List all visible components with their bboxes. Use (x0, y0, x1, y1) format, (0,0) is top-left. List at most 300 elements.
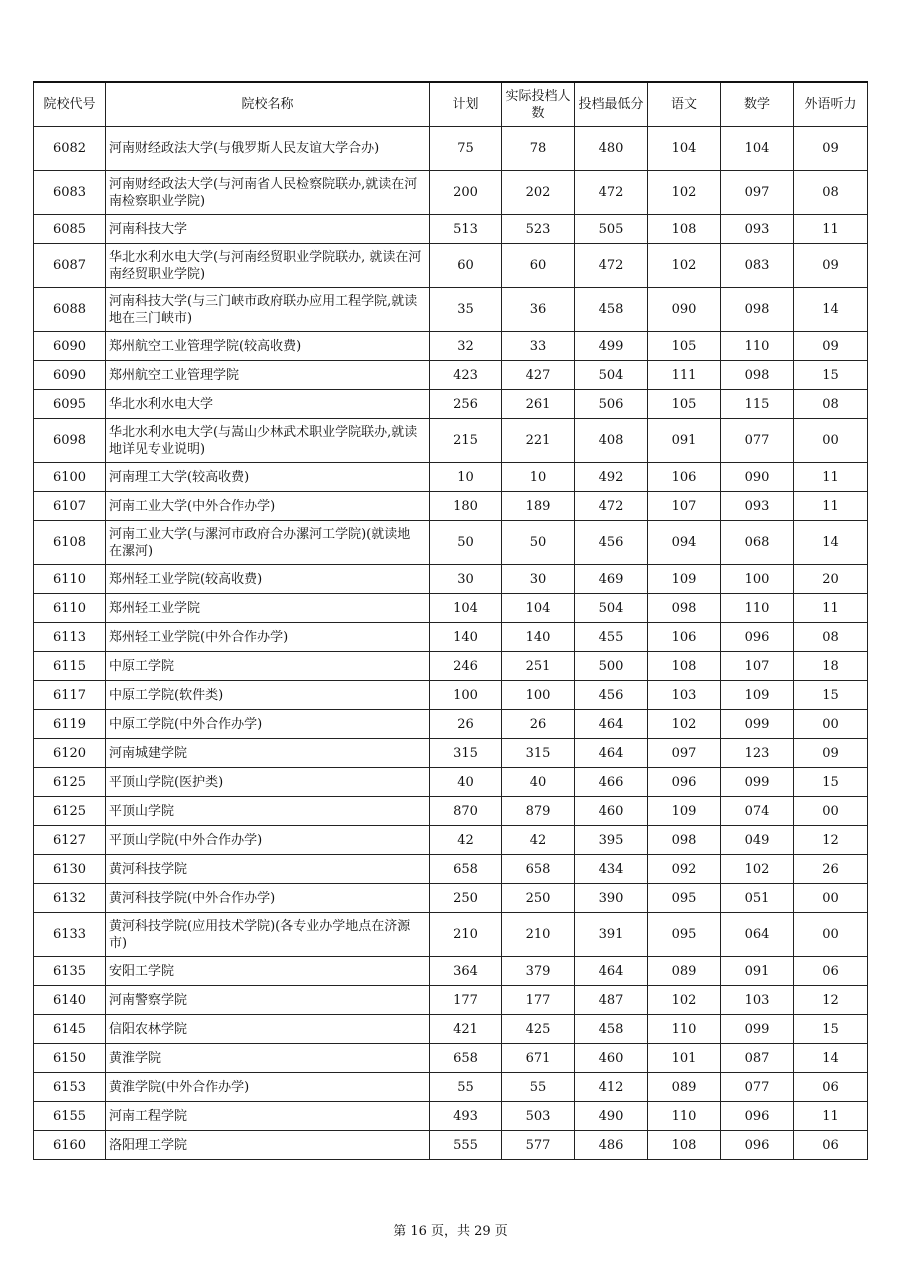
cell-actual: 50 (502, 521, 575, 565)
cell-min-score: 472 (575, 171, 648, 215)
cell-listening: 11 (794, 492, 868, 521)
cell-chinese: 102 (648, 710, 721, 739)
cell-listening: 15 (794, 768, 868, 797)
cell-min-score: 506 (575, 390, 648, 419)
cell-actual: 30 (502, 565, 575, 594)
cell-plan: 32 (430, 332, 502, 361)
cell-chinese: 108 (648, 215, 721, 244)
cell-min-score: 434 (575, 855, 648, 884)
cell-listening: 12 (794, 986, 868, 1015)
cell-chinese: 098 (648, 826, 721, 855)
cell-listening: 00 (794, 419, 868, 463)
cell-plan: 40 (430, 768, 502, 797)
cell-code: 6135 (34, 957, 106, 986)
cell-actual: 104 (502, 594, 575, 623)
cell-math: 087 (721, 1044, 794, 1073)
cell-min-score: 492 (575, 463, 648, 492)
cell-plan: 493 (430, 1102, 502, 1131)
cell-listening: 00 (794, 884, 868, 913)
cell-listening: 08 (794, 390, 868, 419)
cell-code: 6085 (34, 215, 106, 244)
cell-chinese: 102 (648, 986, 721, 1015)
cell-actual: 577 (502, 1131, 575, 1160)
cell-chinese: 089 (648, 1073, 721, 1102)
table-row (34, 710, 868, 739)
table-row (34, 913, 868, 957)
cell-math: 115 (721, 390, 794, 419)
cell-min-score: 464 (575, 957, 648, 986)
cell-listening: 14 (794, 521, 868, 565)
cell-actual: 189 (502, 492, 575, 521)
cell-name: 黄河科技学院(中外合作办学) (106, 884, 430, 913)
cell-code: 6110 (34, 594, 106, 623)
cell-plan: 140 (430, 623, 502, 652)
cell-code: 6133 (34, 913, 106, 957)
cell-plan: 246 (430, 652, 502, 681)
cell-code: 6160 (34, 1131, 106, 1160)
cell-code: 6098 (34, 419, 106, 463)
header-plan: 计划 (430, 82, 502, 127)
cell-code: 6130 (34, 855, 106, 884)
cell-actual: 379 (502, 957, 575, 986)
cell-math: 077 (721, 419, 794, 463)
cell-chinese: 108 (648, 1131, 721, 1160)
table-row (34, 884, 868, 913)
cell-chinese: 109 (648, 797, 721, 826)
cell-name: 河南警察学院 (106, 986, 430, 1015)
table-row (34, 361, 868, 390)
cell-min-score: 504 (575, 361, 648, 390)
cell-listening: 06 (794, 957, 868, 986)
cell-name: 中原工学院 (106, 652, 430, 681)
table-header (34, 82, 868, 127)
cell-min-score: 469 (575, 565, 648, 594)
cell-listening: 00 (794, 913, 868, 957)
cell-actual: 42 (502, 826, 575, 855)
cell-listening: 15 (794, 681, 868, 710)
cell-name: 郑州航空工业管理学院(较高收费) (106, 332, 430, 361)
cell-listening: 11 (794, 1102, 868, 1131)
cell-plan: 423 (430, 361, 502, 390)
cell-chinese: 092 (648, 855, 721, 884)
cell-name: 郑州航空工业管理学院 (106, 361, 430, 390)
cell-chinese: 101 (648, 1044, 721, 1073)
cell-listening: 09 (794, 127, 868, 171)
cell-listening: 09 (794, 332, 868, 361)
cell-name: 河南城建学院 (106, 739, 430, 768)
cell-plan: 658 (430, 855, 502, 884)
cell-min-score: 456 (575, 681, 648, 710)
table-row (34, 127, 868, 171)
cell-code: 6090 (34, 332, 106, 361)
cell-plan: 30 (430, 565, 502, 594)
cell-min-score: 408 (575, 419, 648, 463)
cell-name: 黄淮学院(中外合作办学) (106, 1073, 430, 1102)
cell-chinese: 108 (648, 652, 721, 681)
cell-code: 6088 (34, 288, 106, 332)
header-actual: 实际投档人数 (502, 82, 575, 127)
cell-min-score: 458 (575, 288, 648, 332)
table-row (34, 768, 868, 797)
cell-math: 074 (721, 797, 794, 826)
cell-plan: 250 (430, 884, 502, 913)
cell-listening: 06 (794, 1073, 868, 1102)
table-row (34, 332, 868, 361)
cell-min-score: 460 (575, 797, 648, 826)
cell-math: 093 (721, 492, 794, 521)
cell-name: 洛阳理工学院 (106, 1131, 430, 1160)
cell-name: 河南科技大学(与三门峡市政府联办应用工程学院,就读地在三门峡市) (106, 288, 430, 332)
cell-name: 河南工程学院 (106, 1102, 430, 1131)
cell-name: 河南财经政法大学(与俄罗斯人民友谊大学合办) (106, 127, 430, 171)
table-body (34, 127, 868, 1160)
cell-min-score: 458 (575, 1015, 648, 1044)
cell-chinese: 105 (648, 390, 721, 419)
cell-plan: 75 (430, 127, 502, 171)
cell-code: 6115 (34, 652, 106, 681)
table-row (34, 1073, 868, 1102)
cell-math: 096 (721, 1102, 794, 1131)
cell-actual: 221 (502, 419, 575, 463)
cell-actual: 210 (502, 913, 575, 957)
cell-math: 099 (721, 710, 794, 739)
cell-name: 河南财经政法大学(与河南省人民检察院联办,就读在河南检察职业学院) (106, 171, 430, 215)
cell-chinese: 110 (648, 1015, 721, 1044)
cell-min-score: 464 (575, 739, 648, 768)
cell-math: 096 (721, 623, 794, 652)
cell-actual: 140 (502, 623, 575, 652)
cell-min-score: 500 (575, 652, 648, 681)
cell-math: 102 (721, 855, 794, 884)
table-row (34, 171, 868, 215)
table-row (34, 390, 868, 419)
cell-min-score: 504 (575, 594, 648, 623)
cell-math: 051 (721, 884, 794, 913)
cell-chinese: 095 (648, 913, 721, 957)
table-row (34, 1015, 868, 1044)
header-code: 院校代号 (34, 82, 106, 127)
cell-code: 6120 (34, 739, 106, 768)
cell-min-score: 480 (575, 127, 648, 171)
cell-name: 平顶山学院(医护类) (106, 768, 430, 797)
cell-listening: 15 (794, 361, 868, 390)
cell-min-score: 395 (575, 826, 648, 855)
admissions-table (33, 81, 868, 1160)
cell-min-score: 490 (575, 1102, 648, 1131)
cell-math: 091 (721, 957, 794, 986)
cell-code: 6125 (34, 768, 106, 797)
cell-actual: 315 (502, 739, 575, 768)
cell-min-score: 487 (575, 986, 648, 1015)
cell-name: 华北水利水电大学(与嵩山少林武术职业学院联办,就读地详见专业说明) (106, 419, 430, 463)
table-row (34, 826, 868, 855)
table-row (34, 521, 868, 565)
cell-math: 110 (721, 332, 794, 361)
cell-plan: 35 (430, 288, 502, 332)
cell-name: 中原工学院(软件类) (106, 681, 430, 710)
cell-math: 093 (721, 215, 794, 244)
cell-actual: 60 (502, 244, 575, 288)
cell-listening: 11 (794, 463, 868, 492)
cell-code: 6090 (34, 361, 106, 390)
cell-math: 068 (721, 521, 794, 565)
table-row (34, 681, 868, 710)
cell-math: 099 (721, 1015, 794, 1044)
cell-code: 6107 (34, 492, 106, 521)
cell-actual: 879 (502, 797, 575, 826)
cell-name: 河南科技大学 (106, 215, 430, 244)
cell-plan: 315 (430, 739, 502, 768)
cell-actual: 250 (502, 884, 575, 913)
cell-min-score: 464 (575, 710, 648, 739)
cell-min-score: 456 (575, 521, 648, 565)
page-footer: 第 16 页，共 29 页 (393, 1224, 508, 1239)
cell-min-score: 505 (575, 215, 648, 244)
header-math: 数学 (721, 82, 794, 127)
cell-listening: 08 (794, 171, 868, 215)
cell-name: 郑州轻工业学院(较高收费) (106, 565, 430, 594)
cell-chinese: 089 (648, 957, 721, 986)
cell-actual: 10 (502, 463, 575, 492)
cell-code: 6150 (34, 1044, 106, 1073)
header-min-score: 投档最低分 (575, 82, 648, 127)
cell-actual: 36 (502, 288, 575, 332)
cell-min-score: 412 (575, 1073, 648, 1102)
cell-plan: 50 (430, 521, 502, 565)
cell-min-score: 486 (575, 1131, 648, 1160)
cell-plan: 42 (430, 826, 502, 855)
cell-plan: 210 (430, 913, 502, 957)
table-row (34, 1102, 868, 1131)
cell-chinese: 107 (648, 492, 721, 521)
cell-name: 黄河科技学院(应用技术学院)(各专业办学地点在济源市) (106, 913, 430, 957)
cell-listening: 12 (794, 826, 868, 855)
cell-name: 郑州轻工业学院 (106, 594, 430, 623)
header-chinese: 语文 (648, 82, 721, 127)
cell-min-score: 499 (575, 332, 648, 361)
table-row (34, 594, 868, 623)
table-row (34, 1131, 868, 1160)
cell-listening: 20 (794, 565, 868, 594)
cell-chinese: 090 (648, 288, 721, 332)
cell-code: 6117 (34, 681, 106, 710)
cell-plan: 10 (430, 463, 502, 492)
cell-min-score: 455 (575, 623, 648, 652)
cell-min-score: 472 (575, 244, 648, 288)
cell-plan: 200 (430, 171, 502, 215)
header-listening: 外语听力 (794, 82, 868, 127)
cell-actual: 78 (502, 127, 575, 171)
cell-math: 064 (721, 913, 794, 957)
cell-actual: 425 (502, 1015, 575, 1044)
cell-math: 100 (721, 565, 794, 594)
cell-plan: 177 (430, 986, 502, 1015)
cell-plan: 364 (430, 957, 502, 986)
table-row (34, 986, 868, 1015)
cell-chinese: 111 (648, 361, 721, 390)
cell-name: 华北水利水电大学(与河南经贸职业学院联办, 就读在河南经贸职业学院) (106, 244, 430, 288)
cell-listening: 00 (794, 710, 868, 739)
cell-plan: 870 (430, 797, 502, 826)
cell-plan: 256 (430, 390, 502, 419)
cell-math: 098 (721, 361, 794, 390)
cell-math: 107 (721, 652, 794, 681)
cell-actual: 40 (502, 768, 575, 797)
cell-chinese: 106 (648, 623, 721, 652)
cell-listening: 26 (794, 855, 868, 884)
cell-code: 6132 (34, 884, 106, 913)
cell-name: 平顶山学院 (106, 797, 430, 826)
cell-name: 信阳农林学院 (106, 1015, 430, 1044)
cell-actual: 427 (502, 361, 575, 390)
cell-math: 083 (721, 244, 794, 288)
cell-actual: 523 (502, 215, 575, 244)
cell-listening: 06 (794, 1131, 868, 1160)
cell-actual: 55 (502, 1073, 575, 1102)
cell-math: 096 (721, 1131, 794, 1160)
cell-plan: 26 (430, 710, 502, 739)
cell-math: 099 (721, 768, 794, 797)
header-name: 院校名称 (106, 82, 430, 127)
cell-listening: 09 (794, 244, 868, 288)
cell-chinese: 110 (648, 1102, 721, 1131)
cell-math: 077 (721, 1073, 794, 1102)
cell-name: 河南理工大学(较高收费) (106, 463, 430, 492)
cell-math: 090 (721, 463, 794, 492)
cell-listening: 14 (794, 1044, 868, 1073)
cell-min-score: 390 (575, 884, 648, 913)
cell-listening: 08 (794, 623, 868, 652)
cell-plan: 658 (430, 1044, 502, 1073)
table-row (34, 1044, 868, 1073)
cell-actual: 100 (502, 681, 575, 710)
cell-plan: 100 (430, 681, 502, 710)
cell-actual: 177 (502, 986, 575, 1015)
cell-chinese: 106 (648, 463, 721, 492)
cell-code: 6155 (34, 1102, 106, 1131)
cell-actual: 202 (502, 171, 575, 215)
table-row (34, 739, 868, 768)
table-row (34, 797, 868, 826)
cell-chinese: 105 (648, 332, 721, 361)
cell-min-score: 391 (575, 913, 648, 957)
cell-plan: 180 (430, 492, 502, 521)
cell-listening: 14 (794, 288, 868, 332)
cell-chinese: 094 (648, 521, 721, 565)
cell-listening: 15 (794, 1015, 868, 1044)
cell-code: 6127 (34, 826, 106, 855)
cell-code: 6153 (34, 1073, 106, 1102)
table-row (34, 623, 868, 652)
cell-min-score: 466 (575, 768, 648, 797)
table-row (34, 244, 868, 288)
cell-code: 6100 (34, 463, 106, 492)
cell-math: 110 (721, 594, 794, 623)
cell-min-score: 460 (575, 1044, 648, 1073)
cell-chinese: 102 (648, 244, 721, 288)
cell-code: 6083 (34, 171, 106, 215)
cell-math: 103 (721, 986, 794, 1015)
cell-plan: 104 (430, 594, 502, 623)
cell-chinese: 102 (648, 171, 721, 215)
cell-min-score: 472 (575, 492, 648, 521)
table-row (34, 463, 868, 492)
cell-code: 6110 (34, 565, 106, 594)
cell-math: 123 (721, 739, 794, 768)
cell-chinese: 109 (648, 565, 721, 594)
table-row (34, 492, 868, 521)
cell-code: 6113 (34, 623, 106, 652)
cell-name: 黄河科技学院 (106, 855, 430, 884)
cell-code: 6125 (34, 797, 106, 826)
cell-name: 河南工业大学(中外合作办学) (106, 492, 430, 521)
table-row (34, 652, 868, 681)
cell-plan: 513 (430, 215, 502, 244)
cell-name: 安阳工学院 (106, 957, 430, 986)
cell-code: 6119 (34, 710, 106, 739)
table-row (34, 215, 868, 244)
cell-actual: 261 (502, 390, 575, 419)
cell-name: 河南工业大学(与漯河市政府合办漯河工学院)(就读地在漯河) (106, 521, 430, 565)
cell-chinese: 098 (648, 594, 721, 623)
table-row (34, 419, 868, 463)
cell-actual: 658 (502, 855, 575, 884)
cell-plan: 421 (430, 1015, 502, 1044)
cell-math: 109 (721, 681, 794, 710)
cell-math: 097 (721, 171, 794, 215)
cell-chinese: 091 (648, 419, 721, 463)
cell-plan: 55 (430, 1073, 502, 1102)
cell-name: 黄淮学院 (106, 1044, 430, 1073)
cell-listening: 11 (794, 594, 868, 623)
cell-actual: 503 (502, 1102, 575, 1131)
cell-code: 6087 (34, 244, 106, 288)
cell-code: 6108 (34, 521, 106, 565)
cell-listening: 00 (794, 797, 868, 826)
cell-listening: 11 (794, 215, 868, 244)
table-row (34, 288, 868, 332)
cell-name: 中原工学院(中外合作办学) (106, 710, 430, 739)
cell-code: 6145 (34, 1015, 106, 1044)
cell-chinese: 096 (648, 768, 721, 797)
cell-actual: 251 (502, 652, 575, 681)
cell-chinese: 097 (648, 739, 721, 768)
cell-math: 104 (721, 127, 794, 171)
cell-chinese: 103 (648, 681, 721, 710)
cell-actual: 33 (502, 332, 575, 361)
cell-chinese: 095 (648, 884, 721, 913)
cell-code: 6082 (34, 127, 106, 171)
cell-actual: 26 (502, 710, 575, 739)
cell-plan: 60 (430, 244, 502, 288)
cell-name: 平顶山学院(中外合作办学) (106, 826, 430, 855)
cell-listening: 18 (794, 652, 868, 681)
cell-plan: 555 (430, 1131, 502, 1160)
cell-actual: 671 (502, 1044, 575, 1073)
cell-chinese: 104 (648, 127, 721, 171)
table-row (34, 957, 868, 986)
table-row (34, 855, 868, 884)
cell-plan: 215 (430, 419, 502, 463)
table-row (34, 565, 868, 594)
cell-name: 郑州轻工业学院(中外合作办学) (106, 623, 430, 652)
cell-code: 6095 (34, 390, 106, 419)
cell-math: 049 (721, 826, 794, 855)
cell-name: 华北水利水电大学 (106, 390, 430, 419)
cell-math: 098 (721, 288, 794, 332)
cell-code: 6140 (34, 986, 106, 1015)
cell-listening: 09 (794, 739, 868, 768)
